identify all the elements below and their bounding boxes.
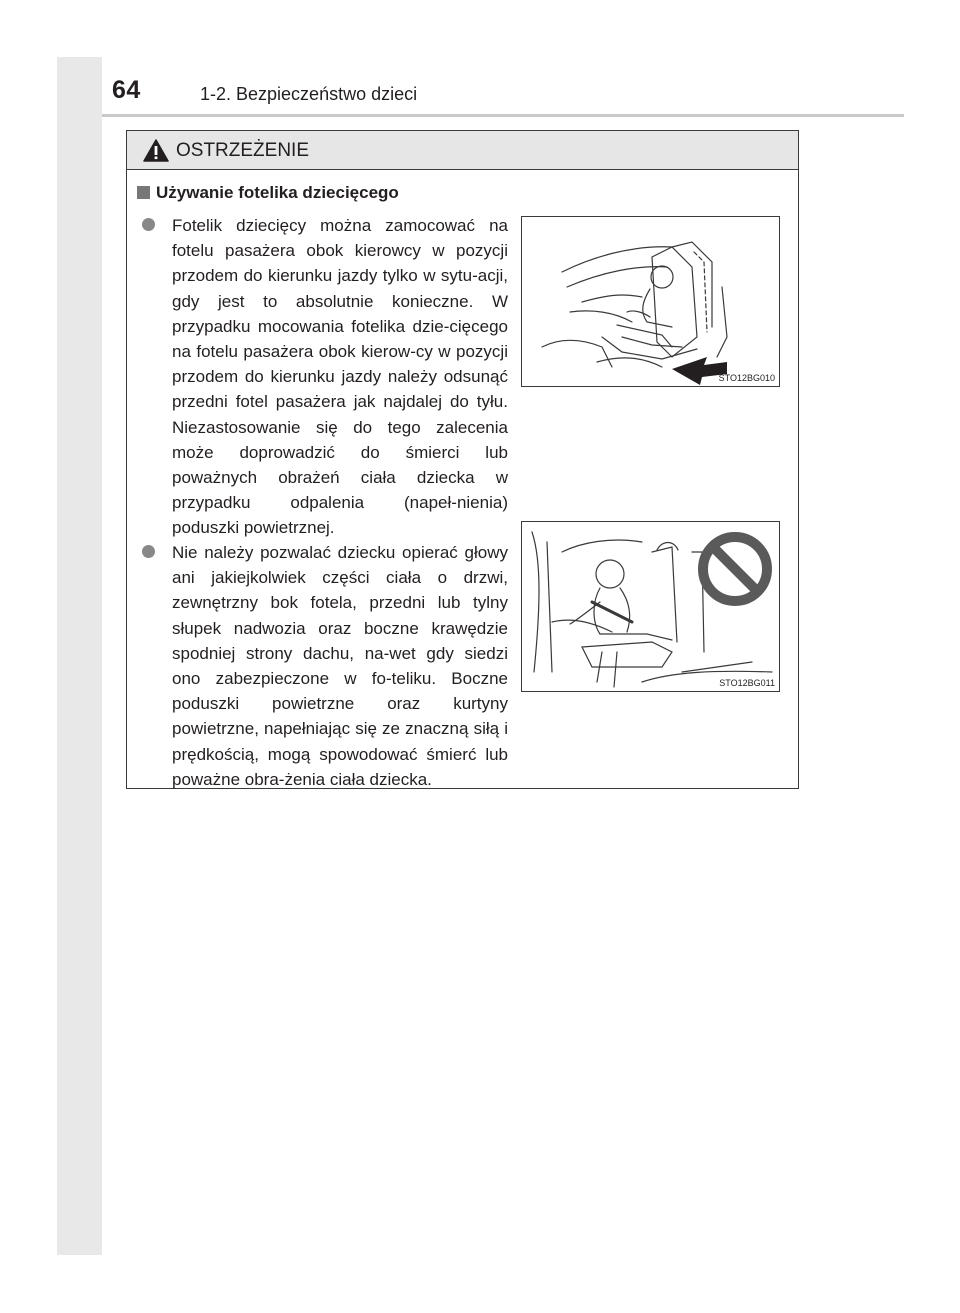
header-rule — [102, 114, 904, 117]
child-seat-figure — [521, 216, 780, 387]
subheading-text: Używanie fotelika dziecięcego — [156, 183, 399, 202]
warning-item — [137, 540, 508, 792]
section-title: 1-2. Bezpieczeństwo dzieci — [200, 84, 418, 104]
subheading — [137, 183, 399, 203]
warning-box — [126, 130, 799, 789]
front-seat-child-seat-illustration — [522, 217, 779, 386]
figure-code: STO12BG011 — [719, 678, 775, 688]
child-leaning-figure — [521, 521, 780, 692]
child-in-booster-illustration — [522, 522, 779, 691]
warning-item-text: Nie należy pozwalać dziecku opierać głowy ani jakiejkolwiek części ciała o drzwi, zewnętrzny bok fotela, przedni lub tylny słupek nadwozia oraz boczne krawędzie spodniej strony dachu, na-wet gdy siedzi ono zabezpieczone w fo-teliku. Boczne poduszki powietrzne oraz kurtyny powietrzne, napełniając się ze znaczną siłą i prędkością, mogą spowodować śmierć lub poważne obra-żenia ciała dziecka. — [172, 543, 509, 789]
square-bullet-icon — [137, 186, 150, 199]
page-number: 64 — [112, 76, 141, 104]
figure-code: STO12BG010 — [718, 373, 775, 383]
page-side-strip — [57, 57, 102, 1255]
warning-item-text: Fotelik dziecięcy można zamocować na fotelu pasażera obok kierowcy w pozycji przodem do kierunku jazdy tylko w sytu-acji, gdy jest to absolutnie konieczne. W przypadku mocowania fotelika dzie-cięcego na fotelu pasażera obok kierow-cy w pozycji przodem do kierunku jazdy należy odsunąć przedni fotel pasażera jak najdalej do tyłu. Niezastosowanie się do tego zalecenia może doprowadzić do śmierci lub poważnych obrażeń ciała dziecka w przypadku odpalenia (napeł-nienia) poduszki powietrznej. — [172, 216, 508, 538]
bullet-dot-icon — [142, 218, 155, 231]
warning-header — [127, 131, 798, 170]
warning-triangle-icon — [143, 139, 169, 162]
warning-title: OSTRZEŻENIE — [176, 140, 310, 161]
warning-item — [137, 213, 508, 541]
bullet-dot-icon — [142, 545, 155, 558]
